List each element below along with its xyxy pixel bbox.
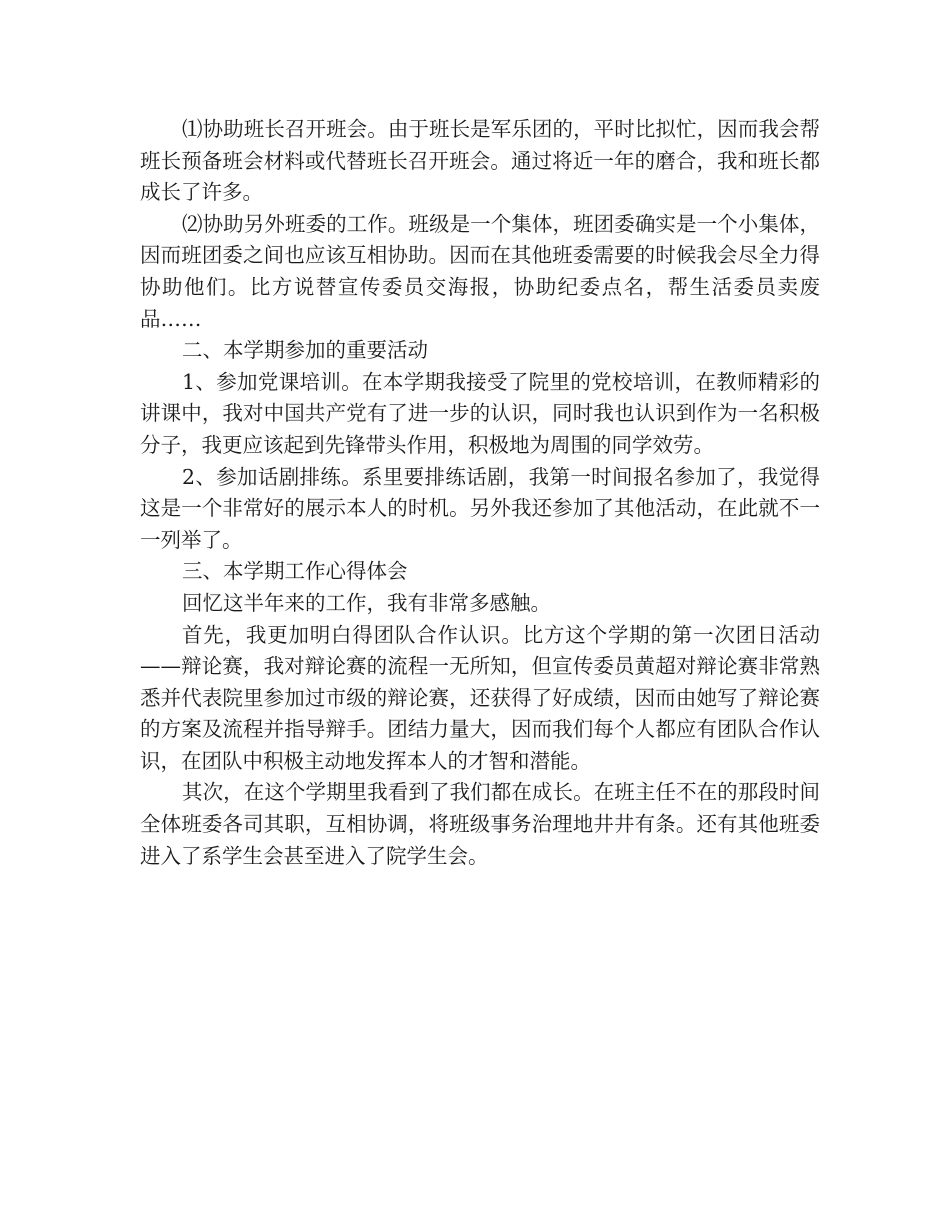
paragraph-party-training: 1、参加党课培训。在本学期我接受了院里的党校培训，在教师精彩的讲课中，我对中国共产党有了进一步的认识，同时我也认识到作为一名积极分子，我更应该起到先锋带头作用，积极地为周围的同学效劳。 [140,369,820,457]
paragraph-teamwork: 首先，我更加明白得团队合作认识。比方这个学期的第一次团日活动——辩论赛，我对辩论赛的流程一无所知，但宣传委员黄超对辩论赛非常熟悉并代表院里参加过市级的辩论赛，还获得了好成绩，因而由她写了辩论赛的方案及流程并指导辩手。团结力量大，因而我们每个人都应有团队合作认识，在团队中积极主动地发挥本人的才智和潜能。 [140,622,820,773]
paragraph-drama-rehearsal: 2、参加话剧排练。系里要排练话剧，我第一时间报名参加了，我觉得这是一个非常好的展示本人的时机。另外我还参加了其他活动，在此就不一一列举了。 [140,464,820,552]
section-heading-activities: 二、本学期参加的重要活动 [182,338,428,363]
section-heading-reflections: 三、本学期工作心得体会 [182,559,408,584]
paragraph-assist-monitor: ⑴协助班长召开班会。由于班长是军乐团的，平时比拟忙，因而我会帮班长预备班会材料或代替班长召开班会。通过将近一年的磨合，我和班长都成长了许多。 [140,117,820,205]
paragraph-recollection: 回忆这半年来的工作，我有非常多感触。 [182,590,551,615]
paragraph-assist-committee: ⑵协助另外班委的工作。班级是一个集体，班团委确实是一个小集体，因而班团委之间也应该互相协助。因而在其他班委需要的时候我会尽全力得协助他们。比方说替宣传委员交海报，协助纪委点名，帮生活委员卖废品…… [140,211,820,331]
paragraph-growth: 其次，在这个学期里我看到了我们都在成长。在班主任不在的那段时间全体班委各司其职，互相协调，将班级事务治理地井井有条。还有其他班委进入了系学生会甚至进入了院学生会。 [140,780,820,868]
document-body [140,114,820,872]
